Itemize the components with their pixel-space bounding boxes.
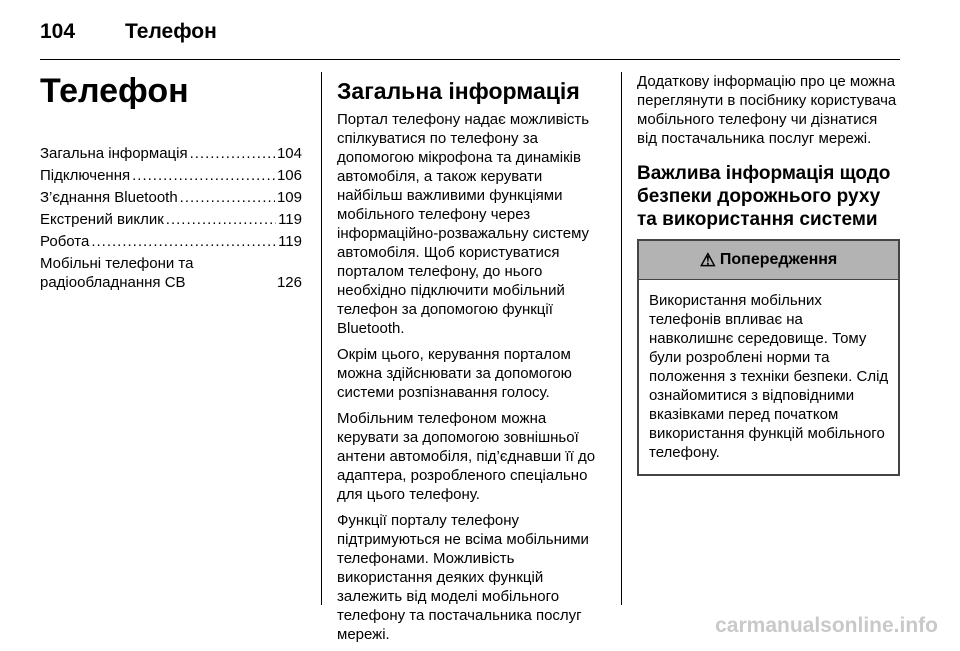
- toc-entry-page: 126: [276, 274, 302, 291]
- column-divider: [621, 72, 622, 605]
- warning-header: [639, 241, 898, 280]
- general-info-column: [337, 72, 605, 651]
- toc-entry-title: Мобільні телефони та радіообладнання CB: [40, 255, 194, 291]
- safety-column: [637, 72, 900, 476]
- toc-entry-page: 104: [276, 145, 302, 162]
- warning-box: [637, 239, 900, 476]
- toc-entry-page: 119: [278, 233, 302, 250]
- toc-entry-title: З’єднання Bluetooth: [40, 189, 178, 206]
- paragraph: Окрім цього, керування порталом можна здійснювати за допомогою системи розпізнавання голосу.: [337, 346, 572, 401]
- page-number: 104: [40, 20, 76, 43]
- toc-entry[interactable]: [40, 188, 302, 207]
- toc-entry[interactable]: [40, 166, 302, 185]
- paragraph: Функції порталу телефону підтримуються не всіма мобільними телефонами. Можливість використання деяких функцій залежить від моделі мобільного телефону та постачальника послуг мережі.: [337, 512, 589, 643]
- toc-entry-title: Робота: [40, 233, 90, 250]
- toc-entry[interactable]: [40, 254, 302, 292]
- toc-entry[interactable]: [40, 232, 302, 251]
- page-header: [40, 20, 900, 44]
- chapter-title: Телефон: [40, 72, 189, 110]
- toc-leader: [132, 166, 275, 185]
- header-title: Телефон: [125, 20, 217, 43]
- toc-entry-page: 106: [276, 167, 302, 184]
- table-of-contents: [40, 144, 302, 292]
- section-title-general: Загальна інформація: [337, 78, 580, 104]
- warning-text: Використання мобільних телефонів впливає на навколишнє середовище. Тому були розроблені норми та положення з техніки безпеки. Слід ознайомитися з відповідними вказівками перед початком використання функцій мобільного телефону.: [649, 292, 889, 461]
- toc-entry[interactable]: [40, 210, 302, 229]
- paragraph: Портал телефону надає можливість спілкуватися по телефону за допомогою мікрофона та динаміків автомобіля, а також керувати найбільш важливими функціями мобільного телефону через інформаційно-розважальну систему автомобіля. Щоб користуватися порталом телефону, до нього необхідно підключити мобільний телефон за допомогою функції Bluetooth.: [337, 111, 590, 337]
- watermark: carmanualsonline.info: [715, 614, 938, 637]
- header-rule: [40, 59, 900, 60]
- toc-entry-page: 109: [276, 189, 302, 206]
- toc-leader: [190, 144, 275, 163]
- warning-title: Попередження: [719, 251, 838, 268]
- section-title-safety: Важлива інформація щодо безпеки дорожнього руху та використання системи: [637, 163, 891, 230]
- toc-entry-page: 119: [278, 211, 302, 228]
- toc-leader: [180, 188, 275, 207]
- warning-icon: ⚠: [699, 249, 716, 270]
- toc-entry-title: Загальна інформація: [40, 145, 188, 162]
- toc-leader: [166, 210, 276, 229]
- paragraph: Додаткову інформацію про це можна переглянути в посібнику користувача мобільного телефону чи дізнатися від постачальника послуг мережі.: [637, 73, 897, 147]
- toc-column: [40, 72, 302, 295]
- paragraph: Мобільним телефоном можна керувати за допомогою зовнішньої антени автомобіля, під’єднавши її до адаптера, розробленого спеціально для цього телефону.: [337, 410, 596, 503]
- toc-entry-title: Підключення: [40, 167, 131, 184]
- column-divider: [321, 72, 322, 605]
- toc-entry-title: Екстрений виклик: [40, 211, 164, 228]
- toc-entry[interactable]: [40, 144, 302, 163]
- toc-leader: [91, 232, 276, 251]
